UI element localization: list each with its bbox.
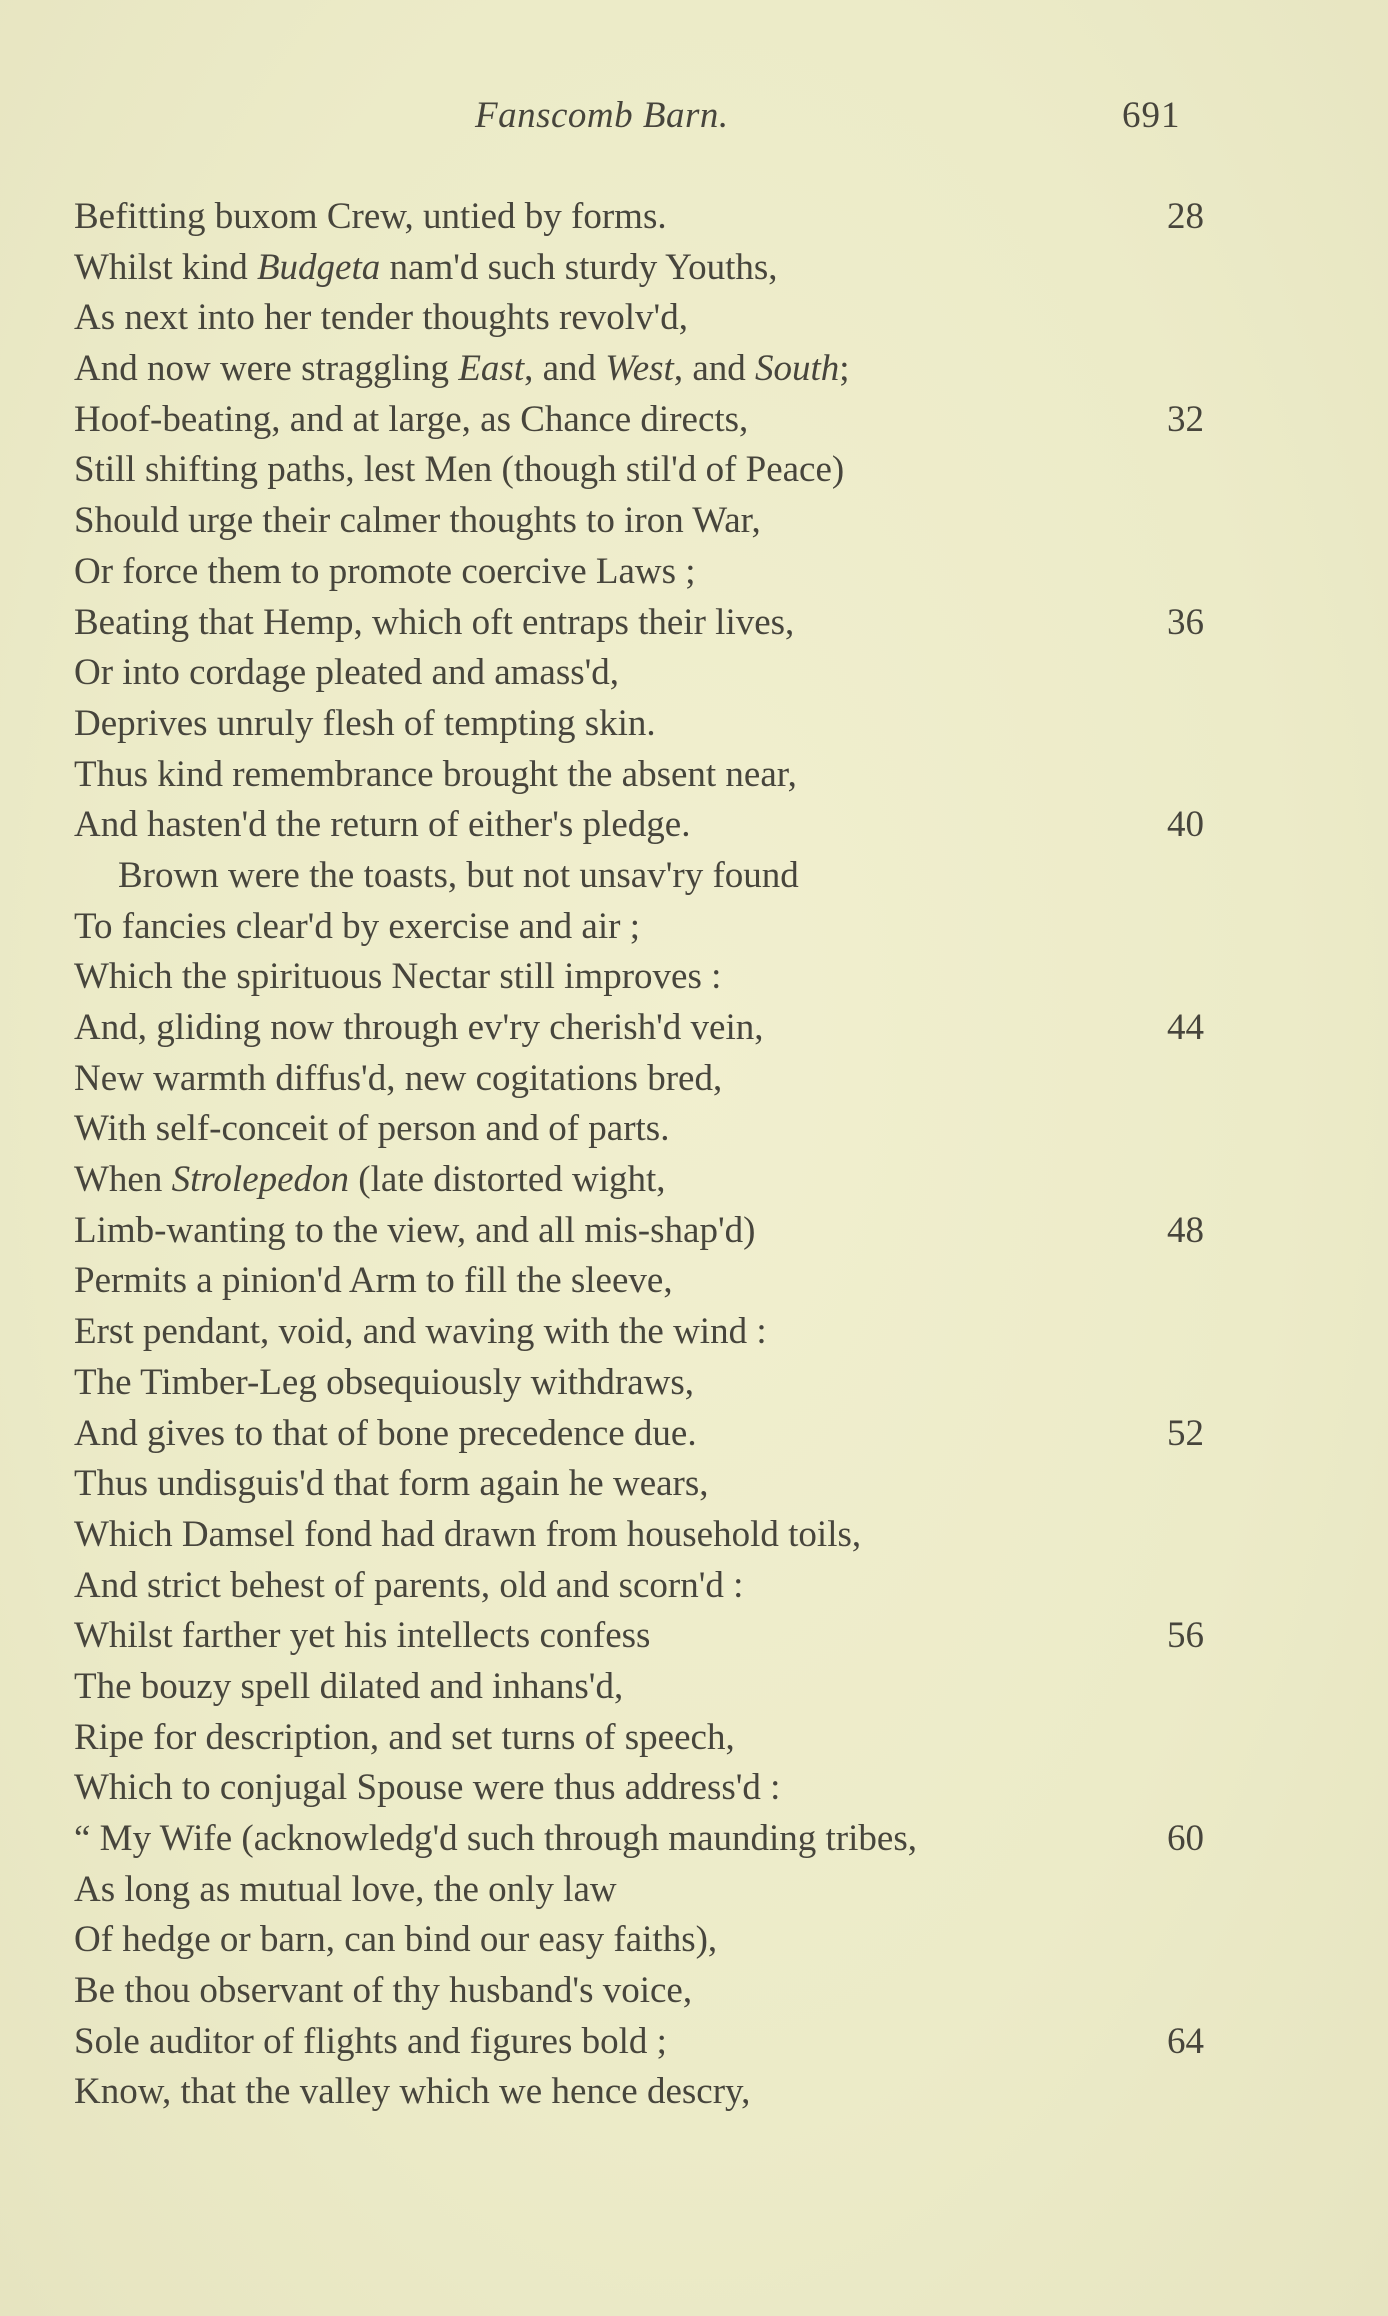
poem-line-text: Whilst farther yet his intellects confess <box>74 1615 651 1657</box>
line-number: 28 <box>1167 196 1204 237</box>
poem-line <box>74 1865 1204 1916</box>
poem-line <box>74 1510 1204 1561</box>
line-number: 60 <box>1167 1818 1204 1859</box>
poem-line <box>74 800 1204 851</box>
poem-line-text: Sole auditor of flights and figures bold ; <box>74 2020 667 2062</box>
poem-line-text: Or into cordage pleated and amass'd, <box>74 652 620 694</box>
poem-line-text: Beating that Hemp, which oft entraps their lives, <box>74 601 795 643</box>
poem-line <box>74 395 1204 446</box>
poem-line-text: Which the spirituous Nectar still improves : <box>74 956 722 998</box>
poem-line-text: Of hedge or barn, can bind our easy faiths), <box>74 1919 718 1961</box>
poem-line <box>74 1561 1204 1612</box>
poem-line <box>74 1966 1204 2017</box>
poem-line <box>74 1155 1204 1206</box>
poem-line <box>74 1662 1204 1713</box>
line-number: 44 <box>1167 1007 1204 1048</box>
line-number: 32 <box>1167 398 1204 440</box>
poem-line-text: And gives to that of bone precedence due. <box>74 1412 697 1454</box>
poem-line-text: Or force them to promote coercive Laws ; <box>74 550 696 592</box>
poem-line <box>74 293 1204 344</box>
poem-line <box>74 952 1204 1003</box>
poem-line-text: Erst pendant, void, and waving with the wind : <box>74 1311 767 1353</box>
poem-line <box>74 1003 1204 1054</box>
running-title: Fanscomb Barn. <box>475 95 729 136</box>
poem-line-text: Be thou observant of thy husband's voice, <box>74 1970 693 2012</box>
poem-line <box>74 1054 1204 1105</box>
poem-line <box>74 1206 1204 1257</box>
poem-line-text: The Timber-Leg obsequiously withdraws, <box>74 1361 694 1403</box>
poem-line <box>74 1358 1204 1409</box>
poem-line-text: “ My Wife (acknowledg'd such through maunding tribes, <box>74 1818 917 1859</box>
poem-line-text: Should urge their calmer thoughts to iron War, <box>74 500 761 542</box>
poem-body <box>74 192 1204 2118</box>
poem-line <box>74 1763 1204 1814</box>
poem-line-text: As long as mutual love, the only law <box>74 1868 617 1910</box>
poem-line <box>74 243 1204 294</box>
poem-line-text: And hasten'd the return of either's pledge. <box>74 804 691 846</box>
poem-line <box>74 344 1204 395</box>
poem-line-text: Which Damsel fond had drawn from household toils, <box>74 1513 862 1555</box>
poem-line <box>74 1611 1204 1662</box>
poem-line-text: Thus undisguis'd that form again he wears, <box>74 1463 709 1505</box>
page-header <box>0 94 1388 144</box>
poem-line <box>74 2067 1204 2118</box>
line-number: 40 <box>1167 804 1204 846</box>
poem-line-text: Ripe for description, and set turns of speech, <box>74 1716 735 1758</box>
poem-line <box>74 496 1204 547</box>
line-number: 56 <box>1167 1615 1204 1657</box>
poem-line <box>74 1459 1204 1510</box>
poem-line-text: New warmth diffus'd, new cogitations bred, <box>74 1057 723 1099</box>
poem-line <box>74 598 1204 649</box>
poem-line <box>74 1307 1204 1358</box>
line-number: 52 <box>1167 1412 1204 1454</box>
poem-line-text: When Strolepedon (late distorted wight, <box>74 1159 666 1201</box>
poem-line-text: Hoof-beating, and at large, as Chance directs, <box>74 398 749 440</box>
poem-line-text: Still shifting paths, lest Men (though stil'd of Peace) <box>74 449 845 491</box>
poem-line-text: Know, that the valley which we hence descry, <box>74 2071 751 2113</box>
poem-line <box>74 445 1204 496</box>
poem-line-text: The bouzy spell dilated and inhans'd, <box>74 1665 624 1707</box>
poem-line-text: Permits a pinion'd Arm to fill the sleeve, <box>74 1260 673 1302</box>
poem-line <box>74 1104 1204 1155</box>
line-number: 36 <box>1167 601 1204 643</box>
poem-line-text: Thus kind remembrance brought the absent near, <box>74 753 797 795</box>
poem-line <box>74 699 1204 750</box>
poem-line <box>74 1713 1204 1764</box>
poem-line <box>74 750 1204 801</box>
poem-line <box>74 1814 1204 1865</box>
poem-line-text: Which to conjugal Spouse were thus address'd : <box>74 1767 781 1809</box>
line-number: 48 <box>1167 1209 1204 1251</box>
poem-line <box>74 851 1204 902</box>
poem-line <box>74 648 1204 699</box>
page-number: 691 <box>1122 95 1181 136</box>
poem-line-text: Deprives unruly flesh of tempting skin. <box>74 702 656 744</box>
poem-line-text: Brown were the toasts, but not unsav'ry found <box>118 854 799 896</box>
poem-line-text: And strict behest of parents, old and scorn'd : <box>74 1564 744 1606</box>
poem-line-text: Whilst kind Budgeta nam'd such sturdy Youths, <box>74 246 778 288</box>
line-number: 64 <box>1167 2020 1204 2062</box>
poem-line-text: And, gliding now through ev'ry cherish'd vein, <box>74 1007 764 1048</box>
poem-line-text: To fancies clear'd by exercise and air ; <box>74 905 640 947</box>
poem-line <box>74 192 1204 243</box>
poem-line <box>74 2017 1204 2068</box>
poem-line-text: As next into her tender thoughts revolv'd, <box>74 297 688 339</box>
poem-line-text: Limb-wanting to the view, and all mis-shap'd) <box>74 1209 756 1251</box>
poem-line <box>74 1915 1204 1966</box>
poem-line <box>74 547 1204 598</box>
poem-line <box>74 1256 1204 1307</box>
poem-line-text: Befitting buxom Crew, untied by forms. <box>74 196 667 237</box>
poem-line-text: With self-conceit of person and of parts. <box>74 1108 670 1150</box>
poem-line <box>74 902 1204 953</box>
poem-line-text: And now were straggling East, and West, and South; <box>74 348 850 390</box>
poem-line <box>74 1409 1204 1460</box>
